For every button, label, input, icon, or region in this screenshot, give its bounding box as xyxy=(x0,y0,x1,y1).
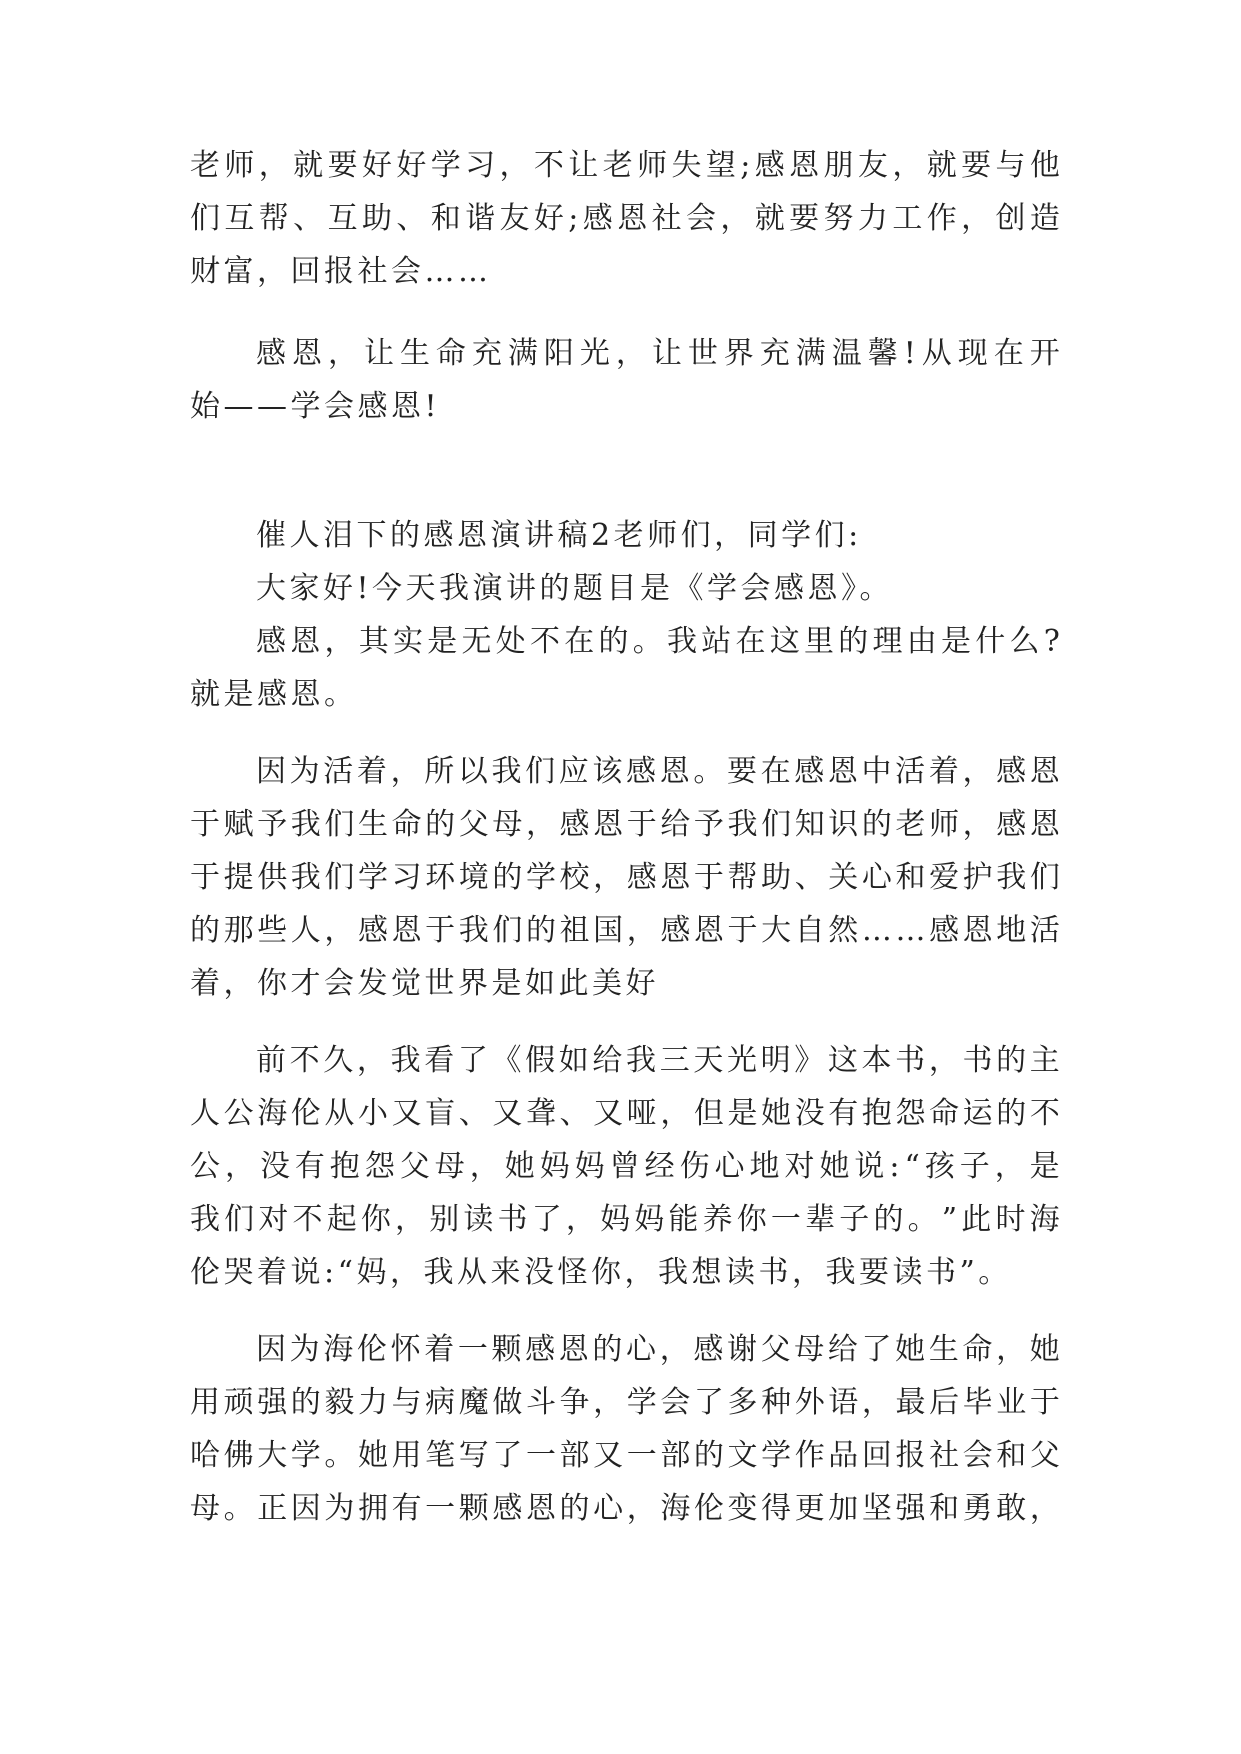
text-line: 感 恩 ， 其 实 是 无 处 不 在 的 。 我 站 在 这 里 的 理 由 是 什 么 ? xyxy=(256,624,1060,659)
text-line: 大家好!今天我演讲的题目是《学会感恩》。 xyxy=(256,571,894,606)
text-line: 老 师 ， 就 要 好 好 学 习 ， 不 让 老 师 失 望 ; 感 恩 朋 友 ， 就 要 与 他 xyxy=(190,148,1060,183)
text-line: 们 互 帮 、 互 助 、 和 谐 友 好 ; 感 恩 社 会 ， 就 要 努 力 工 作 ， 创 造 xyxy=(190,201,1060,236)
text-line: 前 不 久 ， 我 看 了 《 假 如 给 我 三 天 光 明 》 这 本 书 ， 书 的 主 xyxy=(256,1043,1060,1078)
text-line: 用 顽 强 的 毅 力 与 病 魔 做 斗 争 ， 学 会 了 多 种 外 语 ， 最 后 毕 业 于 xyxy=(190,1385,1060,1420)
text-line: 因 为 活 着 ， 所 以 我 们 应 该 感 恩 。 要 在 感 恩 中 活 着 ， 感 恩 xyxy=(256,754,1060,789)
text-line: 因 为 海 伦 怀 着 一 颗 感 恩 的 心 ， 感 谢 父 母 给 了 她 生 命 ， 她 xyxy=(256,1332,1060,1367)
text-line: 始——学会感恩! xyxy=(190,389,441,424)
text-line: 于 赋 予 我 们 生 命 的 父 母 ， 感 恩 于 给 予 我 们 知 识 的 老 师 ， 感 恩 xyxy=(190,807,1060,842)
text-line: 着，你才会发觉世界是如此美好 xyxy=(190,966,659,1001)
text-line: 财富，回报社会…… xyxy=(190,254,492,289)
text-line: 哈 佛 大 学 。 她 用 笔 写 了 一 部 又 一 部 的 文 学 作 品 回 报 社 会 和 父 xyxy=(190,1438,1060,1473)
text-line: 母 。 正 因 为 拥 有 一 颗 感 恩 的 心 ， 海 伦 变 得 更 加 坚 强 和 勇 敢 ， xyxy=(190,1491,1060,1526)
text-line: 人 公 海 伦 从 小 又 盲 、 又 聋 、 又 哑 ， 但 是 她 没 有 抱 怨 命 运 的 不 xyxy=(190,1096,1060,1131)
text-line: 感 恩 ， 让 生 命 充 满 阳 光 ， 让 世 界 充 满 温 馨 ! 从 现 在 开 xyxy=(256,336,1060,371)
text-line: 公 ， 没 有 抱 怨 父 母 ， 她 妈 妈 曾 经 伤 心 地 对 她 说 : “ 孩 子 ， 是 xyxy=(190,1149,1060,1184)
text-line: 的 那 些 人 ， 感 恩 于 我 们 的 祖 国 ， 感 恩 于 大 自 然 … … 感 恩 地 活 xyxy=(190,913,1060,948)
text-line: 就是感恩。 xyxy=(190,677,358,712)
section-heading: 催人泪下的感恩演讲稿2老师们，同学们: xyxy=(256,518,862,553)
text-line: 伦哭着说:“妈，我从来没怪你，我想读书，我要读书”。 xyxy=(190,1255,1012,1290)
text-line: 于 提 供 我 们 学 习 环 境 的 学 校 ， 感 恩 于 帮 助 、 关 心 和 爱 护 我 们 xyxy=(190,860,1060,895)
text-line: 我 们 对 不 起 你 ， 别 读 书 了 ， 妈 妈 能 养 你 一 辈 子 的 。 ” 此 时 海 xyxy=(190,1202,1060,1237)
